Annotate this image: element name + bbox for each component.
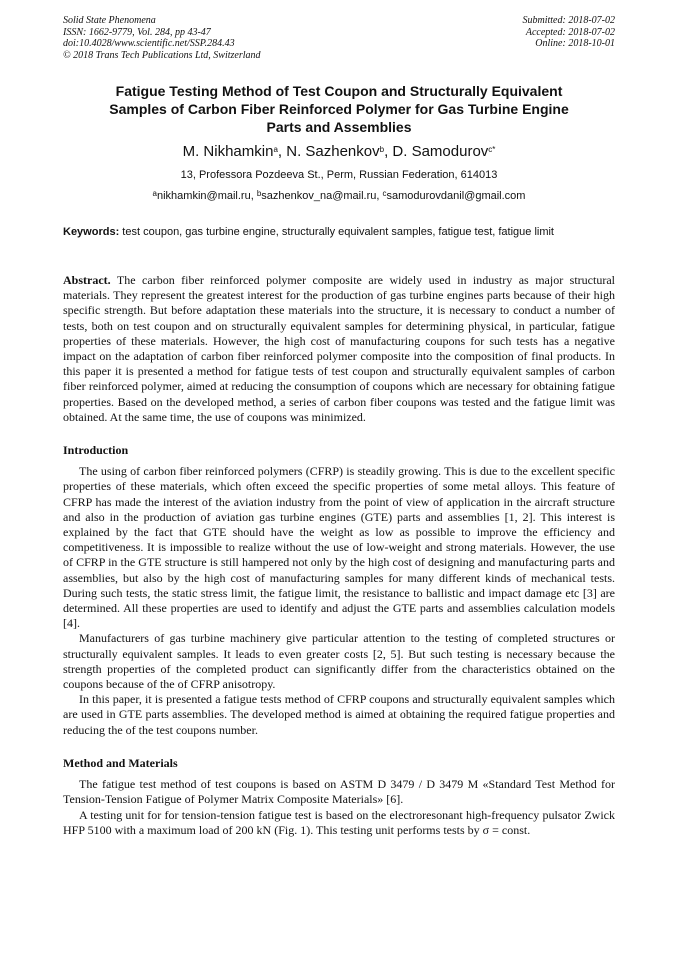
author-emails: [63, 189, 615, 203]
submission-dates: [523, 15, 616, 50]
title-line-2: Samples of Carbon Fiber Reinforced Polymer for Gas Turbine Engine: [109, 101, 569, 117]
abstract: [63, 273, 615, 425]
journal-info: [63, 15, 261, 61]
journal-doi: doi:10.4028/www.scientific.net/SSP.284.43: [63, 38, 235, 50]
introduction-paragraph-2: Manufacturers of gas turbine machinery give particular attention to the testing of completed structures or structurally equivalent samples. It leads to even greater costs [2, 5]. But such testing is necessary because the strength properties of the completed product can significantly differ from the characteristics obtained on the coupons because of the of CFRP anisotropy.: [63, 631, 615, 692]
author-2: N. Sazhenkov: [286, 143, 380, 160]
methods-paragraph-2: A testing unit for for tension-tension fatigue test is based on the electroresonant high-frequency pulsator Zwick HFP 5100 with a maximum load of 200 kN (Fig. 1). This testing unit performs tests by σ = const.: [63, 807, 615, 837]
email-1: nikhamkin@mail.ru,: [157, 190, 257, 202]
author-1: M. Nikhamkin: [182, 143, 274, 160]
title-line-1: Fatigue Testing Method of Test Coupon and Structurally Equivalent: [115, 83, 563, 99]
accepted-date: Accepted: 2018-07-02: [525, 26, 615, 38]
abstract-label: Abstract.: [63, 273, 111, 287]
email-3-marker: c: [382, 189, 387, 198]
author-separator: ,: [277, 143, 287, 160]
email-1-marker: a: [152, 189, 157, 198]
online-date: Online: 2018-10-01: [535, 38, 615, 50]
keywords: [63, 226, 615, 240]
submitted-date: Submitted: 2018-07-02: [522, 15, 615, 26]
email-2-marker: b: [256, 189, 262, 198]
journal-issn: ISSN: 1662-9779, Vol. 284, pp 43-47: [63, 26, 211, 38]
methods-heading: Method and Materials: [63, 755, 178, 770]
abstract-text: The carbon fiber reinforced polymer composite are widely used in industry as major structural materials. They represent the greatest interest for the production of gas turbine engines parts because of their high specific strength. But before adaptation these materials into the structure, it is necessary to conduct a number of tests, both on test coupon and on structurally equivalent samples for determining physical, in particular, fatigue properties of these materials. However, the high cost of manufacturing coupons for such tests has a negative impact on the adaptation of carbon fiber reinforced polymer composite into the composition of final products. In this paper it is presented a method for fatigue tests of test coupon and structurally equivalent samples of carbon fiber reinforced polymer, aimed at reducing the consumption of coupons which are necessary for obtaining fatigue properties. Based on the developed method, a series of carbon fiber coupons was tested and the fatigue limit was obtained. At the same time, the use of coupons was minimized.: [63, 273, 615, 424]
author-3-affil: c*: [488, 145, 496, 154]
email-3: samodurovdanil@gmail.com: [386, 190, 526, 202]
author-1-affil: a: [273, 145, 278, 154]
affiliation: 13, Professora Pozdeeva St., Perm, Russian Federation, 614013: [180, 169, 498, 181]
email-2: sazhenkov_na@mail.ru,: [261, 190, 383, 202]
keywords-label: Keywords:: [63, 226, 120, 238]
author-separator: ,: [384, 143, 393, 160]
keywords-text: test coupon, gas turbine engine, structurally equivalent samples, fatigue test, fatigue limit: [119, 226, 554, 238]
journal-copyright: © 2018 Trans Tech Publications Ltd, Switzerland: [63, 49, 261, 61]
journal-name: Solid State Phenomena: [63, 15, 156, 26]
author-2-affil: b: [379, 145, 385, 154]
paper-title: [63, 82, 615, 136]
introduction-paragraph-3: In this paper, it is presented a fatigue tests method of CFRP coupons and structurally equivalent samples which are used in GTE parts assemblies. The developed method is aimed at obtaining the required fatigue properties and reducing the of the test coupons number.: [63, 692, 615, 737]
introduction-paragraph-1: The using of carbon fiber reinforced polymers (CFRP) is steadily growing. This is due to the excellent specific properties of these materials, which often exceed the specific properties of some metal alloys. This feature of CFRP has made the interest of the aviation industry from the point of view of application in the aircraft structure and also in the production of aviation gas turbine engines (GTE) parts and assemblies [1, 2]. This interest is explained by the fact that GTE should have the weight as low as possible to improve the efficiency and competitiveness. It is impossible to realize without the use of low-weight and strong materials. However, the use of CFRP in the GTE structure is still hampered not only by the high cost of designing and manufacturing parts and assemblies, but also by the high cost of manufacturing samples for many different kinds of mechanical tests. During such tests, the static stress limit, the fatigue limit, the resistance to ballistic and impact damage etc [3] are determined. All these properties are used to identify and adjust the GTE parts and assemblies calculation models [4].: [63, 464, 615, 631]
author-list: [63, 143, 615, 161]
methods-paragraph-1: The fatigue test method of test coupons is based on ASTM D 3479 / D 3479 M «Standard Test Method for Tension-Tension Fatigue of Polymer Matrix Composite Materials» [6].: [63, 777, 615, 807]
introduction-heading: Introduction: [63, 443, 129, 458]
author-3: D. Samodurov: [392, 143, 489, 160]
title-line-3: Parts and Assemblies: [266, 119, 412, 135]
paper-body: [63, 273, 615, 838]
